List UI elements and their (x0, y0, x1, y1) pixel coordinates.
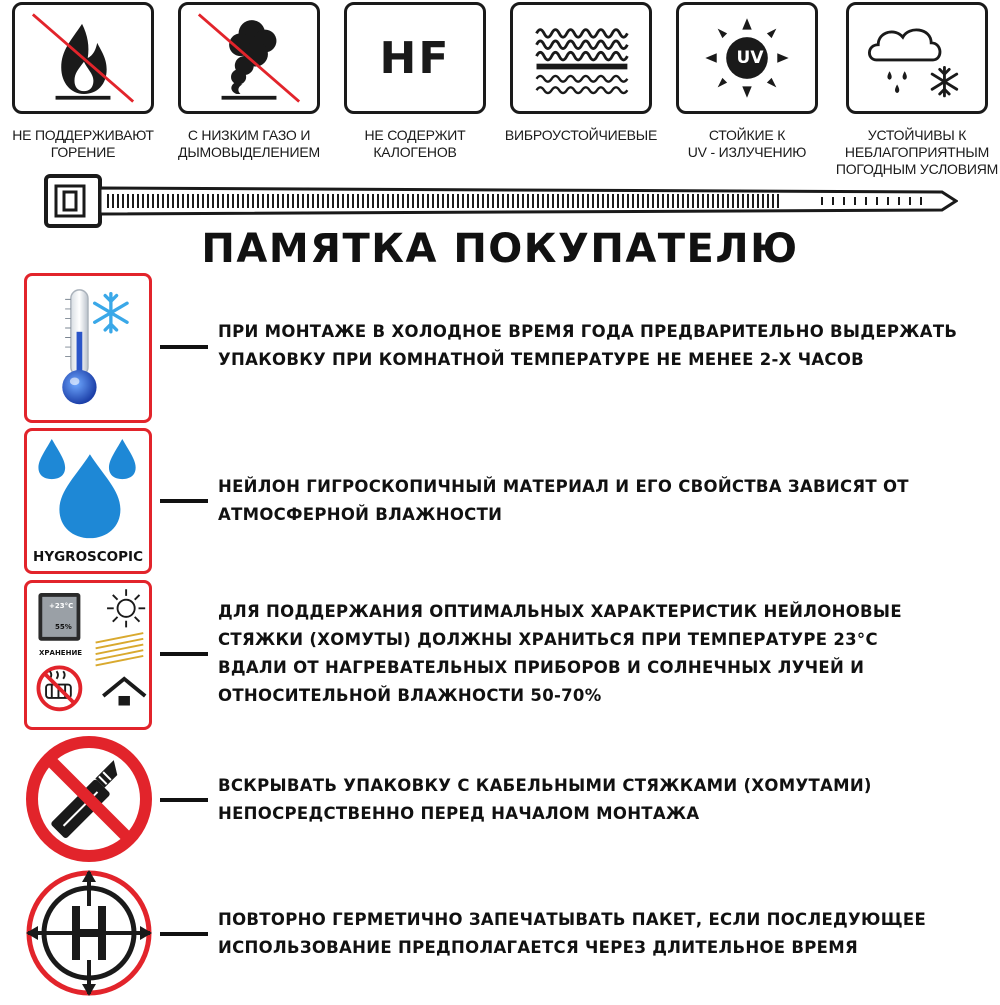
feature-label-low-smoke (164, 127, 334, 161)
memo-line: ДЛЯ ПОДДЕРЖАНИЯ ОПТИМАЛЬНЫХ ХАРАКТЕРИСТИК НЕЙЛОНОВЫЕ (218, 602, 902, 621)
storage-conditions-icon (24, 580, 152, 730)
row-divider-dash (160, 345, 208, 349)
memo-line: ОТНОСИТЕЛЬНОЙ ВЛАЖНОСТИ 50-70% (218, 686, 602, 705)
memo-text-hygroscopic (218, 473, 978, 529)
page-title: ПАМЯТКА ПОКУПАТЕЛЮ (201, 226, 799, 272)
memo-line: ИСПОЛЬЗОВАНИЕ ПРЕДПОЛАГАЕТСЯ ЧЕРЕЗ ДЛИТЕЛЬНОЕ ВРЕМЯ (218, 938, 858, 957)
memo-line: НЕЙЛОН ГИГРОСКОПИЧНЫЙ МАТЕРИАЛ И ЕГО СВОЙСТВА ЗАВИСЯТ ОТ (218, 477, 909, 496)
memo-line: НЕПОСРЕДСТВЕННО ПЕРЕД НАЧАЛОМ МОНТАЖА (218, 804, 700, 823)
row-divider-dash (160, 652, 208, 656)
no-knife-icon (22, 732, 156, 866)
feature-label-line: ВИБРОУСТОЙЧИЕВЫЕ (504, 127, 658, 143)
memo-text-storage (218, 598, 978, 710)
feature-label-line: КАЛОГЕНОВ (373, 144, 457, 160)
memo-text-open-package (218, 772, 978, 828)
storage-humidity-label: 55% (55, 623, 72, 631)
vibration-icon (510, 2, 652, 114)
cable-tie-illustration (42, 170, 958, 232)
weather-icon (846, 2, 988, 114)
memo-line: ПОВТОРНО ГЕРМЕТИЧНО ЗАПЕЧАТЫВАТЬ ПАКЕТ, ЕСЛИ ПОСЛЕДУЮЩЕЕ (218, 910, 927, 929)
memo-text-reseal (218, 906, 978, 962)
storage-temp-label: +23°C (49, 602, 74, 610)
feature-label-hf (330, 127, 500, 161)
hygroscopic-label: HYGROSCOPIC (33, 549, 143, 565)
seal-package-icon (22, 866, 156, 1000)
feature-label-line: НЕБЛАГОПРИЯТНЫМ (844, 144, 990, 160)
feature-label-line: УСТОЙЧИВЫ К (867, 127, 967, 143)
feature-label-line: ДЫМОВЫДЕЛЕНИЕМ (178, 144, 320, 160)
feature-label-vibration (496, 127, 666, 144)
hf-icon (344, 2, 486, 114)
memo-line: ВСКРЫВАТЬ УПАКОВКУ С КАБЕЛЬНЫМИ СТЯЖКАМИ (ХОМУТАМИ) (218, 776, 872, 795)
hygroscopic-drops-icon (24, 428, 152, 574)
memo-text-cold-mount (218, 318, 978, 374)
no-fire-icon (12, 2, 154, 114)
storage-label: ХРАНЕНИЕ (39, 649, 83, 657)
feature-label-no-fire (0, 127, 168, 161)
row-divider-dash (160, 932, 208, 936)
feature-label-uv (662, 127, 832, 161)
memo-line: УПАКОВКУ ПРИ КОМНАТНОЙ ТЕМПЕРАТУРЕ НЕ МЕНЕЕ 2-Х ЧАСОВ (218, 350, 865, 369)
memo-line: АТМОСФЕРНОЙ ВЛАЖНОСТИ (218, 505, 503, 524)
feature-label-line: ПОГОДНЫМ УСЛОВИЯМ (835, 161, 999, 177)
feature-label-line: ГОРЕНИЕ (50, 144, 116, 160)
memo-line: СТЯЖКИ (ХОМУТЫ) ДОЛЖНЫ ХРАНИТЬСЯ ПРИ ТЕМПЕРАТУРЕ 23°C (218, 630, 878, 649)
feature-label-line: СТОЙКИЕ К (708, 127, 786, 143)
low-smoke-icon (178, 2, 320, 114)
row-divider-dash (160, 499, 208, 503)
uv-sun-icon (676, 2, 818, 114)
thermometer-snow-icon (24, 273, 152, 423)
feature-label-line: НЕ ПОДДЕРЖИВАЮТ (12, 127, 154, 143)
uv-icon-text: UV (736, 48, 764, 68)
feature-label-line: UV - ИЗЛУЧЕНИЮ (687, 144, 807, 160)
hf-icon-text: HF (379, 32, 451, 84)
memo-line: ВДАЛИ ОТ НАГРЕВАТЕЛЬНЫХ ПРИБОРОВ И СОЛНЕЧНЫХ ЛУЧЕЙ И (218, 658, 865, 677)
feature-label-line: С НИЗКИМ ГАЗО И (187, 127, 311, 143)
feature-label-line: НЕ СОДЕРЖИТ (364, 127, 466, 143)
memo-line: ПРИ МОНТАЖЕ В ХОЛОДНОЕ ВРЕМЯ ГОДА ПРЕДВАРИТЕЛЬНО ВЫДЕРЖАТЬ (218, 322, 958, 341)
row-divider-dash (160, 798, 208, 802)
